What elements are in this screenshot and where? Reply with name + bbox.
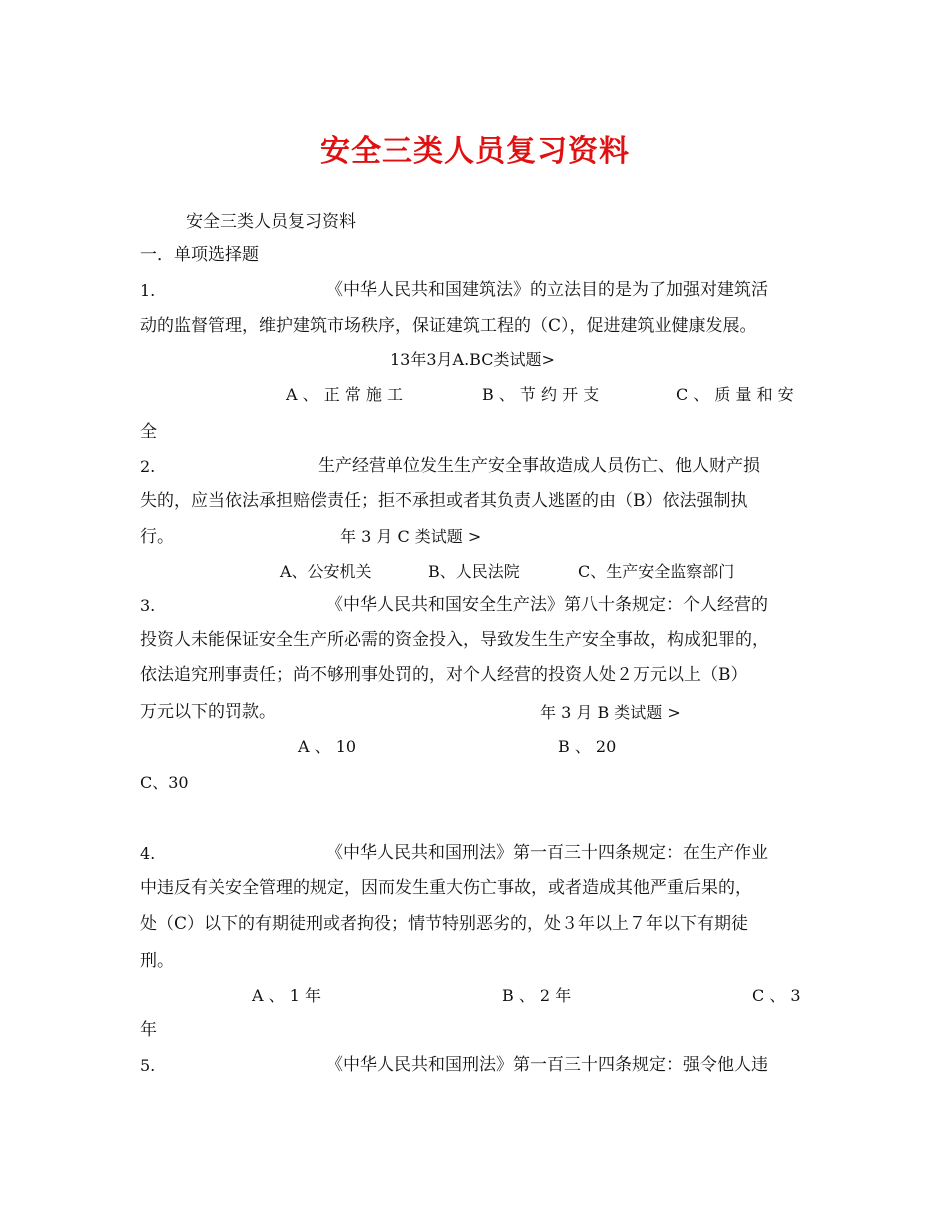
question-text: 刑。: [140, 951, 174, 971]
question-text: 《中华人民共和国刑法》第一百三十四条规定：强令他人违: [326, 1055, 768, 1075]
question-number: 2.: [140, 457, 156, 476]
exam-tag: 年 3 月 B 类试题 >: [540, 703, 681, 722]
option-a: A 、 正 常 施 工: [286, 385, 403, 404]
question-number: 3.: [140, 596, 156, 615]
option-c: C 、 3: [752, 986, 801, 1005]
option-c: C、生产安全监察部门: [578, 562, 735, 581]
question-text: 行。: [140, 527, 174, 547]
option-tail: 全: [140, 422, 157, 442]
question-text: 中违反有关安全管理的规定，因而发生重大伤亡事故，或者造成其他严重后果的，: [140, 878, 752, 898]
section-heading: 一．单项选择题: [140, 245, 259, 265]
question-text: 失的，应当依法承担赔偿责任；拒不承担或者其负责人逃匿的由（B）依法强制执: [140, 491, 748, 511]
question-text: 《中华人民共和国建筑法》的立法目的是为了加强对建筑活: [326, 280, 768, 300]
option-a: A、公安机关: [280, 562, 372, 581]
option-tail: 年: [140, 1020, 157, 1040]
option-a: A 、 10: [298, 737, 357, 756]
question-text: 处（C）以下的有期徒刑或者拘役；情节特别恶劣的，处３年以上７年以下有期徒: [140, 914, 749, 934]
question-text: 依法追究刑事责任；尚不够刑事处罚的，对个人经营的投资人处２万元以上（B）: [140, 665, 748, 685]
option-a: A 、 1 年: [252, 986, 321, 1005]
question-number: 1.: [140, 281, 156, 300]
question-text: 《中华人民共和国刑法》第一百三十四条规定：在生产作业: [326, 843, 768, 863]
question-text: 投资人未能保证安全生产所必需的资金投入，导致发生生产安全事故，构成犯罪的，: [140, 630, 769, 650]
question-text: 动的监督管理，维护建筑市场秩序，保证建筑工程的（C），促进建筑业健康发展。: [140, 316, 757, 336]
question-text: 《中华人民共和国安全生产法》第八十条规定：个人经营的: [326, 595, 768, 615]
option-c: C、30: [140, 773, 189, 792]
exam-tag: 年 3 月 C 类试题 >: [340, 527, 482, 546]
option-b: B 、 20: [558, 737, 617, 756]
question-text: 万元以下的罚款。: [140, 702, 276, 722]
document-title: 安全三类人员复习资料: [320, 134, 630, 169]
option-b: B 、 节 约 开 支: [482, 385, 600, 404]
question-number: 4.: [140, 844, 156, 863]
question-text: 生产经营单位发生生产安全事故造成人员伤亡、他人财产损: [318, 456, 760, 476]
option-c: C 、 质 量 和 安: [676, 385, 794, 404]
option-b: B、人民法院: [428, 562, 520, 581]
subtitle: 安全三类人员复习资料: [186, 212, 356, 232]
exam-tag: 13年3月A.BC类试题>: [390, 350, 555, 369]
question-number: 5.: [140, 1056, 156, 1075]
option-b: B 、 2 年: [502, 986, 572, 1005]
